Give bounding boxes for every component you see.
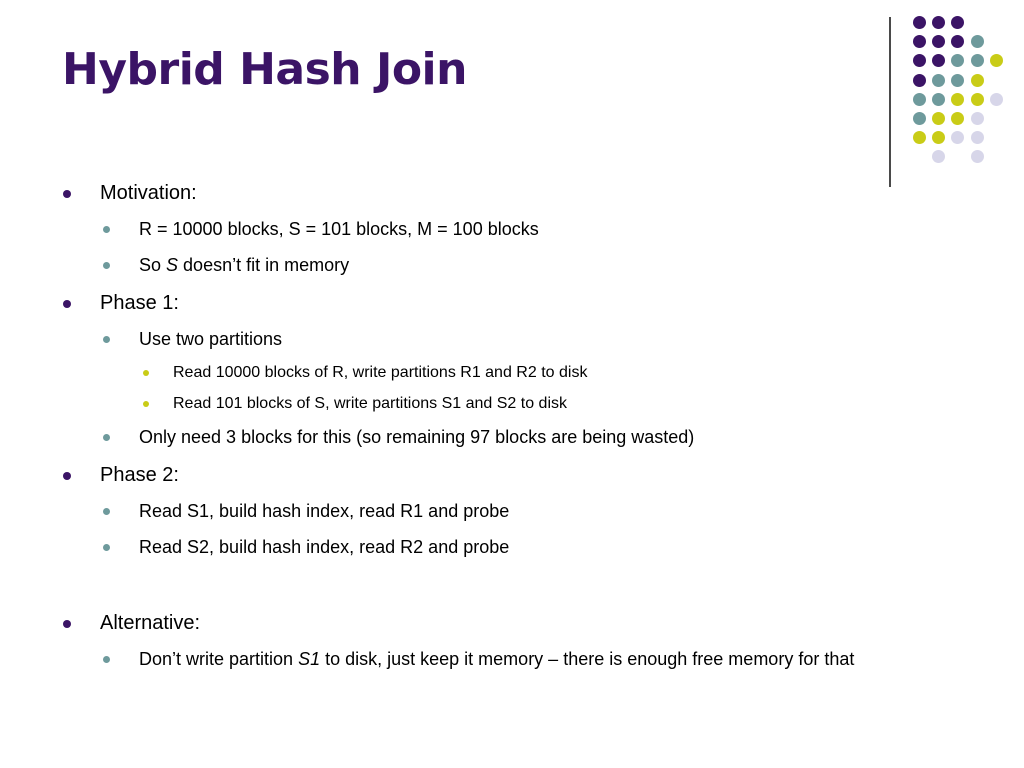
decorative-dot [932, 54, 945, 67]
decorative-dot [913, 74, 926, 87]
decorative-dot [913, 93, 926, 106]
decorative-dot [913, 112, 926, 125]
bullet-read-s2 [139, 536, 509, 558]
decorative-dot [913, 35, 926, 48]
bullet-dot-icon [63, 190, 71, 198]
decorative-dot [951, 54, 964, 67]
decorative-dot [932, 150, 945, 163]
decorative-dot [951, 16, 964, 29]
decorative-dot [971, 112, 984, 125]
bullet-dot-icon [103, 226, 110, 233]
decorative-dot [971, 150, 984, 163]
bullet-text: Phase 2: [100, 464, 179, 486]
bullet-dont-write [139, 648, 854, 670]
decorative-dot [990, 54, 1003, 67]
bullet-only-need [139, 426, 694, 448]
bullet-dot-icon [103, 544, 110, 551]
decorative-dot [932, 112, 945, 125]
decorative-dot [932, 35, 945, 48]
decorative-dot [951, 74, 964, 87]
text-part: Don’t write partition [139, 649, 299, 669]
decorative-dot [971, 54, 984, 67]
slide-title: Hybrid Hash Join [62, 44, 467, 95]
decorative-dot [913, 54, 926, 67]
bullet-read-s [173, 394, 567, 414]
bullet-text: Alternative: [100, 612, 201, 634]
bullet-two-partitions [139, 328, 282, 350]
bullet-s-not-fit [139, 254, 349, 276]
decorative-dot [932, 16, 945, 29]
text-part: doesn’t fit in memory [178, 255, 350, 275]
bullet-text: Read 101 blocks of S, write partitions S1 and S2 to disk [173, 395, 567, 412]
text-italic-s1: S1 [298, 649, 321, 669]
decorative-dot [913, 131, 926, 144]
decorative-dot [971, 93, 984, 106]
bullet-dot-icon [103, 336, 110, 343]
decorative-dot [971, 74, 984, 87]
bullet-dot-icon [103, 508, 110, 515]
bullet-dot-icon [103, 434, 110, 441]
bullet-text: Read 10000 blocks of R, write partitions R1 and R2 to disk [173, 364, 588, 381]
bullet-dot-icon [143, 370, 149, 376]
bullet-text: Read S1, build hash index, read R1 and probe [139, 501, 510, 521]
decorative-dot [932, 131, 945, 144]
bullet-phase2 [100, 463, 179, 487]
decorative-dot [971, 35, 984, 48]
bullet-dot-icon [103, 262, 110, 269]
text-part: So [139, 255, 167, 275]
decorative-dot [971, 131, 984, 144]
decorative-dot [913, 16, 926, 29]
decorative-dot [951, 93, 964, 106]
bullet-phase1 [100, 291, 179, 315]
decorative-dot [951, 131, 964, 144]
bullet-text [139, 649, 854, 669]
decorative-dot [951, 112, 964, 125]
bullet-dot-icon [63, 300, 71, 308]
text-italic-s: S [166, 255, 179, 275]
bullet-text: Motivation: [100, 182, 197, 204]
bullet-text: Phase 1: [100, 292, 179, 314]
bullet-text: Use two partitions [139, 329, 283, 349]
bullet-dot-icon [63, 620, 71, 628]
decorative-dot [932, 74, 945, 87]
bullet-sizes [139, 218, 539, 240]
text-part: to disk, just keep it memory – there is enough free memory for that [320, 649, 855, 669]
decorative-dot [990, 93, 1003, 106]
bullet-text: Read S2, build hash index, read R2 and probe [139, 537, 510, 557]
bullet-dot-icon [143, 401, 149, 407]
bullet-dot-icon [63, 472, 71, 480]
decorative-dot [932, 93, 945, 106]
bullet-read-r [173, 363, 587, 383]
decorative-dot-grid [0, 0, 1024, 200]
decorative-dot [951, 35, 964, 48]
bullet-motivation [100, 181, 197, 205]
bullet-text: R = 10000 blocks, S = 101 blocks, M = 100 blocks [139, 219, 539, 239]
bullet-read-s1 [139, 500, 509, 522]
bullet-alternative [100, 611, 200, 635]
bullet-dot-icon [103, 656, 110, 663]
bullet-text [139, 255, 349, 275]
bullet-text: Only need 3 blocks for this (so remaining 97 blocks are being wasted) [139, 427, 695, 447]
